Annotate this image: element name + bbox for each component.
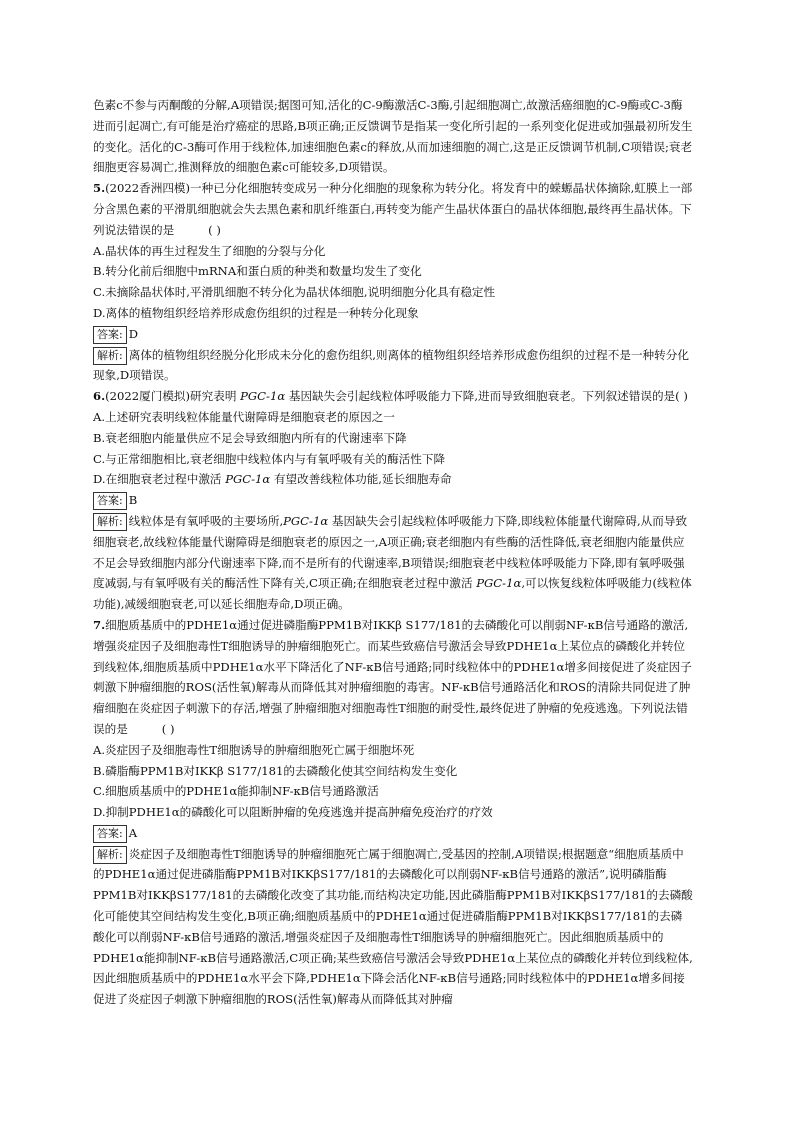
option-c: C.细胞质基质中的PDHE1α能抑制NF-κB信号通路激活 (93, 784, 379, 799)
question-text: (2022香洲四模)一种已分化细胞转变成另一种分化细胞的现象称为转分化。将发育中的蝾螈晶状体摘除,虹膜上一部分含黑色素的平滑肌细胞就会失去黑色素和肌纤维蛋白,再转变为能产生晶状体蛋白的晶状体细胞,最终再生晶状体。下列说法错误的是 (93, 181, 693, 237)
option-d: D.抑制PDHE1α的磷酸化可以阻断肿瘤的免疫逃逸并提高肿瘤免疫治疗的疗效 (93, 805, 493, 820)
option-a: A.晶状体的再生过程发生了细胞的分裂与分化 (93, 243, 326, 258)
option-b: B.磷脂酶PPM1B对IKKβ S177/181的去磷酸化使其空间结构发生变化 (93, 763, 458, 778)
analysis-text: 炎症因子及细胞毒性T细胞诱导的肿瘤细胞死亡属于细胞凋亡,受基因的控制,A项错误;根据题意“细胞质基质中的PDHE1α通过促进磷脂酶PPM1B对IKKβS177/181的去磷酸化可以削弱NF-κB信号通路的激活”,说明磷脂酶PPM1B对IKKβS177/181的去磷酸化改变了其功能,而结构决定功能,因此磷脂酶PPM1B对IKKβS177/181的去磷酸化可能使其空间结构发生变化,B项正确;细胞质基质中的PDHE1α通过促进磷脂酶PPM1B对IKKβS177/181的去磷酸化可以削弱NF-κB信号通路的激活,增强炎症因子及细胞毒性T细胞诱导的肿瘤细胞死亡。因此细胞质基质中的PDHE1α能抑制NF-κB信号通路激活,C项正确;某些致癌信号激活会导致PDHE1α上某位点的磷酸化并转位到线粒体,因此细胞质基质中的PDHE1α水平会下降,PDHE1α下降会活化NF-κB信号通路;同时线粒体中的PDHE1α增多间接促进了炎症因子刺激下肿瘤细胞的ROS(活性氧)解毒从而降低其对肿瘤 (93, 846, 693, 1007)
gene-name: PGC-1α (476, 576, 522, 591)
analysis-text-c: ,可以恢复线粒体呼吸能力(线粒体功能),减缓细胞衰老,可以延长细胞寿命,D项正确。 (93, 576, 692, 612)
analysis-line (93, 345, 693, 387)
answer-line (93, 823, 693, 844)
question-6-stem (93, 386, 693, 407)
answer-label: 答案: (93, 492, 127, 510)
option-c: C.未摘除晶状体时,平滑肌细胞不转分化为晶状体细胞,说明细胞分化具有稳定性 (93, 285, 496, 300)
answer-value: A (128, 825, 138, 840)
option-a: A.炎症因子及细胞毒性T细胞诱导的肿瘤细胞死亡属于细胞坏死 (93, 742, 415, 757)
answer-line (93, 324, 693, 345)
prev-analysis-tail: 色素c不参与丙酮酸的分解,A项错误;据图可知,活化的C-9酶激活C-3酶,引起细胞凋亡,故激活癌细胞的C-9酶或C-3酶进而引起凋亡,有可能是治疗癌症的思路,B项正确;正反馈调节是指某一变化所引起的一系列变化促进或加强最初所发生的变化。活化的C-3酶可作用于线粒体,加速细胞色素c的释放,从而加速细胞的凋亡,这是正反馈调节机制,C项错误;衰老细胞更容易凋亡,推测释放的细胞色素c可能较多,D项错误。 (93, 98, 693, 175)
question-text-b: 基因缺失会引起线粒体呼吸能力下降,进而导致细胞衰老。下列叙述错误的是( ) (288, 389, 688, 404)
analysis-text-a: 线粒体是有氧呼吸的主要场所, (128, 513, 284, 528)
option-b: B.转分化前后细胞中mRNA和蛋白质的种类和数量均发生了变化 (93, 264, 422, 279)
answer-paren: ( ) (161, 721, 175, 736)
option-b: B.衰老细胞内能量供应不足会导致细胞内所有的代谢速率下降 (93, 430, 407, 445)
analysis-label: 解析: (93, 846, 127, 864)
answer-label: 答案: (93, 326, 127, 344)
page-content (93, 95, 693, 1010)
question-text-a: (2022厦门模拟)研究表明 (105, 389, 237, 404)
question-7-stem (93, 615, 693, 740)
answer-line (93, 490, 693, 511)
option-c: C.与正常细胞相比,衰老细胞中线粒体内与有氧呼吸有关的酶活性下降 (93, 451, 446, 466)
question-number: 7. (93, 617, 106, 632)
analysis-label: 解析: (93, 347, 127, 365)
analysis-text: 离体的植物组织经脱分化形成未分化的愈伤组织,则离体的植物组织经培养形成愈伤组织的过程不是一种转分化现象,D项错误。 (93, 347, 689, 383)
gene-name: PGC-1α (283, 513, 329, 528)
option-d-text-a: D.在细胞衰老过程中激活 (93, 472, 222, 487)
question-number: 5. (93, 181, 106, 196)
option-d-text-b: 有望改善线粒体功能,延长细胞寿命 (273, 472, 452, 487)
option-d: D.离体的植物组织经培养形成愈伤组织的过程是一种转分化现象 (93, 305, 419, 320)
analysis-line (93, 511, 693, 615)
analysis-line (93, 844, 693, 1010)
answer-label: 答案: (93, 825, 127, 843)
question-number: 6. (93, 389, 106, 404)
question-text: 细胞质基质中的PDHE1α通过促进磷脂酶PPM1B对IKKβ S177/181的去磷酸化可以削弱NF-κB信号通路的激活,增强炎症因子及细胞毒性T细胞诱导的肿瘤细胞死亡。而某些致癌信号激活会导致PDHE1α上某位点的磷酸化并转位到线粒体,细胞质基质中PDHE1α水平下降活化了NF-κB信号通路;同时线粒体中的PDHE1α增多间接促进了炎症因子刺激下肿瘤细胞的ROS(活性氧)解毒从而降低其对肿瘤细胞的毒害。NF-κB信号通路活化和ROS的清除共同促进了肿瘤细胞在炎症因子刺激下的存活,增强了肿瘤细胞对细胞毒性T细胞的耐受性,最终促进了肿瘤的免疫逃逸。下列说法错误的是 (93, 617, 692, 736)
gene-name: PGC-1α (225, 472, 271, 487)
option-a: A.上述研究表明线粒体能量代谢障碍是细胞衰老的原因之一 (93, 409, 395, 424)
question-5-stem (93, 178, 693, 240)
answer-value: D (128, 326, 139, 341)
analysis-label: 解析: (93, 513, 127, 531)
analysis-text-b: 基因缺失会引起线粒体呼吸能力下降,即线粒体能量代谢障碍,从而导致细胞衰老,故线粒体能量代谢障碍是细胞衰老的原因之一,A项正确;衰老细胞内有些酶的活性降低,衰老细胞内能量供应不足会导致细胞内部分代谢速率下降,而不是所有的代谢速率,B项错误;细胞衰老中线粒体呼吸能力下降,即有氧呼吸强度减弱,与有氧呼吸有关的酶活性下降有关,C项正确;在细胞衰老过程中激活 (93, 513, 688, 591)
gene-name: PGC-1α (240, 389, 286, 404)
answer-value: B (128, 493, 138, 508)
option-d (93, 469, 693, 490)
answer-paren: ( ) (208, 222, 221, 237)
